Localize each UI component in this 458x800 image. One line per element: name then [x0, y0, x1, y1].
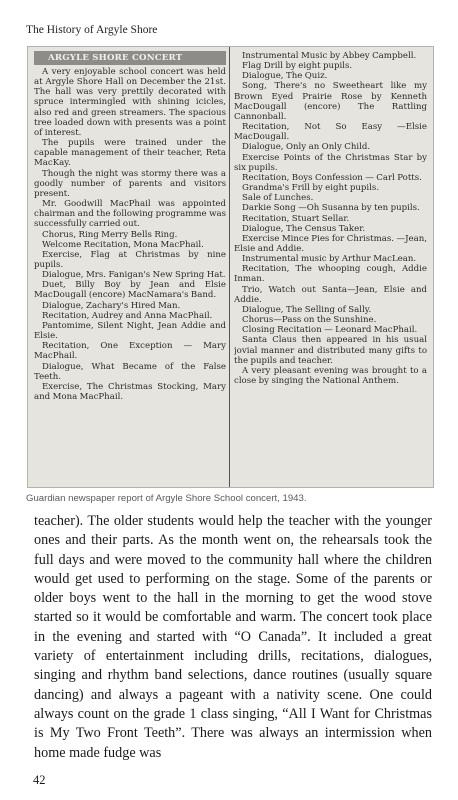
clipping-paragraph: Though the night was stormy there was a goodly number of parents and visitors present.	[34, 168, 226, 199]
clipping-paragraph: Exercise Mince Pies for Christmas. —Jean, Elsie and Addie.	[234, 233, 427, 254]
column-divider	[229, 47, 230, 487]
running-header: The History of Argyle Shore	[26, 24, 158, 36]
figure-caption: Guardian newspaper report of Argyle Shore School concert, 1943.	[26, 493, 307, 504]
clipping-paragraph: Instrumental music by Arthur MacLean.	[242, 254, 417, 265]
clipping-paragraph: Recitation, Not So Easy —Elsie MacDougall.	[234, 122, 427, 143]
clipping-paragraph: Exercise, Flag at Christmas by nine pupils.	[34, 249, 226, 270]
clipping-paragraph: Santa Claus then appeared in his usual jovial manner and distributed many gifts to the pupils and teacher.	[234, 335, 427, 366]
clipping-paragraph: Dialogue, The Quiz.	[242, 71, 328, 82]
clipping-paragraph: Recitation, Stuart Sellar.	[242, 213, 350, 224]
clipping-paragraph: Trio, Watch out Santa—Jean, Elsie and Addie.	[234, 284, 427, 305]
clipping-paragraph: Recitation, Audrey and Anna MacPhail.	[42, 310, 213, 321]
clipping-heading: ARGYLE SHORE CONCERT	[34, 51, 226, 65]
clipping-paragraph: Dialogue, Zachary's Hired Man.	[42, 300, 181, 311]
clipping-paragraph: Welcome Recitation, Mona MacPhail.	[42, 239, 204, 250]
clipping-paragraph: A very enjoyable school concert was held at Argyle Shore Hall on December the 21st. The hall was very prettily decorated with spruce intermingled with shining icicles, also red and green streamers. The spacious tree loaded down with presents was a point of interest.	[34, 67, 226, 138]
clipping-right-body	[234, 51, 427, 386]
clipping-paragraph: Exercise, The Christmas Stocking, Mary and Mona MacPhail.	[34, 381, 226, 402]
clipping-paragraph: Chorus—Pass on the Sunshine.	[242, 315, 377, 326]
clipping-paragraph: The pupils were trained under the capable management of their teacher, Reta MacKay.	[34, 138, 226, 169]
clipping-paragraph: Recitation, Boys Confession — Carl Potts.	[242, 172, 422, 183]
newspaper-clipping	[27, 46, 434, 488]
clipping-paragraph: Dialogue, Mrs. Fanigan's New Spring Hat.	[42, 270, 226, 281]
clipping-paragraph: Grandma's Frill by eight pupils.	[242, 183, 380, 194]
page-number: 42	[33, 773, 46, 787]
clipping-paragraph: Dialogue, Only an Only Child.	[242, 142, 371, 153]
clipping-paragraph: Instrumental Music by Abbey Campbell.	[242, 51, 417, 61]
clipping-right-column	[234, 51, 427, 487]
clipping-paragraph: Sale of Lunches.	[242, 193, 314, 204]
clipping-paragraph: Dialogue, The Selling of Sally.	[242, 304, 372, 315]
clipping-paragraph: Closing Recitation — Leonard MacPhail.	[242, 325, 418, 336]
clipping-paragraph: Recitation, One Exception — Mary MacPhail.	[34, 341, 226, 362]
clipping-paragraph: Chorus, Ring Merry Bells Ring.	[42, 229, 178, 240]
clipping-paragraph: Darkie Song —Oh Susanna by ten pupils.	[242, 203, 420, 214]
clipping-left-column	[34, 51, 226, 487]
clipping-paragraph: Dialogue, What Became of the False Teeth.	[34, 361, 226, 382]
clipping-paragraph: Song, There's no Sweetheart like my Brown Eyed Prairie Rose by Kenneth MacDougall (encore) The Rattling Cannonball.	[234, 81, 427, 122]
clipping-paragraph: Recitation, The whooping cough, Addie Inman.	[234, 264, 427, 285]
clipping-paragraph: Dialogue, The Census Taker.	[242, 223, 366, 234]
clipping-paragraph: Pantomime, Silent Night, Jean Addie and Elsie.	[34, 320, 226, 342]
clipping-paragraph: Exercise Points of the Christmas Star by six pupils.	[234, 152, 427, 173]
body-paragraph: teacher). The older students would help the teacher with the younger ones and their parts. As the month went on, the rehearsals took the full days and were moved to the community hall where the children would get used to performing on the stage. Some of the parents or older boys went to the hall in the morning to get the wood stove started so it would be comfortable and warm. The concert took place in the evening and started with “O Canada”. It included a great variety of entertainment including drills, recitations, dialogues, singing and rhythm band selections, dance routines (usually square dancing) and always a pageant with a nativity scene. One could always count on the grade 1 class singing, “All I Want for Christmas is My Two Front Teeth”. There was always an intermission when home made fudge was	[34, 513, 432, 761]
clipping-paragraph: Mr. Goodwill MacPhail was appointed chairman and the following programme was successfully carried out.	[34, 199, 226, 230]
clipping-paragraph: Flag Drill by eight pupils.	[242, 61, 353, 72]
clipping-paragraph: Duet, Billy Boy by Jean and Elsie MacDougall (encore) MacNamara's Band.	[34, 280, 226, 301]
clipping-paragraph: A very pleasant evening was brought to a close by singing the National Anthem.	[234, 365, 427, 386]
clipping-left-body	[34, 67, 226, 402]
